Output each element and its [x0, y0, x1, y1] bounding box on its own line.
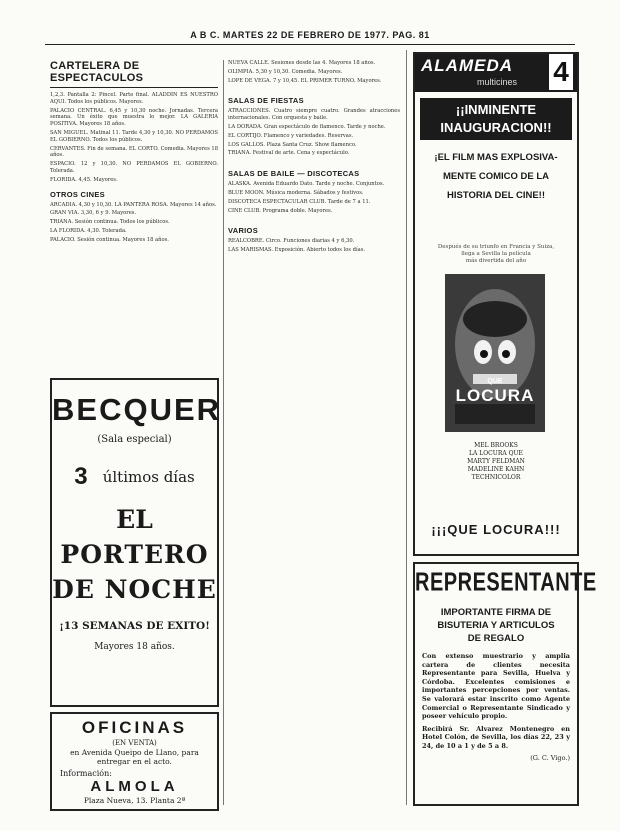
- credit-line: TECHNICOLOR: [471, 474, 521, 481]
- alameda-footer: ¡¡¡QUE LOCURA!!!: [431, 522, 561, 537]
- listing-paragraph: EL CORTIJO. Flamenco y variedades. Reservas.: [228, 132, 354, 139]
- column-rule: [406, 50, 407, 805]
- listing-paragraph: LA DORADA. Gran espectáculo de flamenco. Tarde y noche.: [228, 123, 386, 130]
- representante-ref: (G. C. Vigo.): [530, 753, 570, 762]
- becquer-days-number: 3: [74, 463, 88, 490]
- becquer-days-text: últimos días: [102, 468, 195, 486]
- credit-line: LA LOCURA QUE: [469, 450, 523, 457]
- listing-paragraph: REALCOBRE. Circo. Funciones diarias 4 y 6,30.: [228, 238, 355, 245]
- oficinas-info: Información:: [60, 769, 112, 778]
- becquer-subtitle: (Sala especial): [97, 434, 172, 445]
- credit-line: MEL BROOKS: [474, 442, 518, 449]
- listing-paragraph: CERVANTES. Fin de semana. EL CORTO. Comedia. Mayores 18 años.: [50, 145, 218, 159]
- salas-fiestas-heading: SALAS DE FIESTAS: [228, 96, 304, 106]
- listing-paragraph: SAN MIGUEL. Matinal 11. Tarde 4,30 y 10,30. NO PERDAMOS EL GOBIERNO. Todos los públicos.: [50, 129, 218, 143]
- becquer-ad: [50, 378, 222, 707]
- oficinas-subtitle: (EN VENTA): [112, 739, 157, 747]
- credit-line: MARTY FELDMAN: [467, 458, 525, 465]
- small-line: más divertida del año: [465, 258, 527, 264]
- small-line: Después de su triunfo en Francia y Suiza,: [437, 244, 555, 250]
- cartelera-left-column: [50, 60, 218, 345]
- header-rule: [45, 44, 575, 45]
- poster-illustration: [445, 274, 545, 432]
- page-header: A B C. MARTES 22 DE FEBRERO DE 1977. PAG. 81: [190, 30, 430, 40]
- cartelera-title-rule: [50, 87, 218, 88]
- becquer-title: BECQUER: [52, 392, 222, 427]
- salas-baile-heading: SALAS DE BAILE — DISCOTECAS: [228, 169, 360, 179]
- representante-body: Recibirá Sr. Alvarez Montenegro en Hotel Colón, de Sevilla, los días 22, 23 y 24, de 10 a 1 y de 5 a 8.: [422, 724, 570, 750]
- listing-paragraph: TRIANA. Festival de arte. Cena y espectáculo.: [228, 150, 350, 157]
- listing-paragraph: BLUE MOON. Música moderna. Sábados y festivos.: [228, 189, 364, 196]
- poster-sub: QUE: [487, 378, 503, 385]
- listing-paragraph: 1,2,3. Pantalla 2: Pincel. Parte final. ALADDIN ES NUESTRO AQUI. Todos los públicos. Mayores.: [50, 92, 218, 105]
- listing-paragraph: ALASKA. Avenida Eduardo Dato. Tarde y noche. Conjuntos.: [228, 181, 385, 188]
- film-title-line: PORTERO: [60, 540, 209, 569]
- representante-title: REPRESENTANTE: [415, 568, 597, 598]
- poster-title: LOCURA: [455, 386, 535, 405]
- listing-paragraph: PALACIO CENTRAL. 6,45 y 10,30 noche. Jornadas. Tercera semana. Un éxito que muestra lo mejor. LA GALERIA POSITIVA. Mayores 18 años.: [50, 107, 218, 128]
- column-rule: [223, 60, 224, 805]
- listing-paragraph: LOS GALLOS. Plaza Santa Cruz. Show flamenco.: [228, 141, 357, 148]
- film-poster: [445, 274, 545, 432]
- representante-sub: BISUTERIA Y ARTICULOS: [437, 620, 555, 631]
- credit-line: MADELINE KAHN: [467, 466, 525, 473]
- representante-ad: [413, 562, 597, 806]
- oficinas-line: en Avenida Queipo de Llano, para: [70, 748, 199, 757]
- listing-paragraph: PALACIO. Sesión continua. Mayores 18 años.: [50, 236, 169, 243]
- oficinas-ad: [50, 712, 219, 811]
- listing-paragraph: CINE CLUB. Programa doble. Mayores.: [228, 207, 333, 214]
- film-line: ¡EL FILM MAS EXPLOSIVA-: [434, 152, 558, 163]
- otros-cines-heading: OTROS CINES: [50, 189, 105, 199]
- listing-paragraph: ATRACCIONES. Cuatro siempre cuatro. Grandes atracciones internacionales. Con orquesta y baile.: [228, 108, 400, 122]
- listing-paragraph: LOPE DE VEGA. 7 y 10,45. EL PRIMER TURNO. Mayores.: [228, 77, 382, 84]
- alameda-tagline: multicines: [477, 77, 518, 87]
- representante-body: Con extenso muestrario y amplia cartera de clientes necesita Representante para Sevilla, Huelva y Córdoba. Excelentes comisiones e importantes percepciones por ventas. Se valorará estar inscrito como Agente Comercial o Representante Sindicado y poseer vehículo propio.: [422, 652, 570, 721]
- listing-paragraph: OLIMPIA. 5,30 y 10,30. Comedia. Mayores.: [228, 68, 343, 75]
- becquer-age: Mayores 18 años.: [94, 642, 175, 652]
- alameda-header: [415, 54, 577, 92]
- listing-paragraph: NUEVA CALLE. Sesiones desde las 4. Mayores 18 años.: [228, 60, 376, 66]
- listing-paragraph: TRIANA. Sesión continua. Todos los públicos.: [50, 219, 170, 226]
- becquer-weeks: ¡13 SEMANAS DE EXITO!: [59, 620, 210, 632]
- film-title-line: DE NOCHE: [52, 575, 217, 604]
- varios-heading: VARIOS: [228, 226, 258, 236]
- listing-paragraph: ESPACIO. 12 y 10,30. NO PERDAMOS EL GOBIERNO. Tolerada.: [50, 161, 218, 174]
- film-line: MENTE COMICO DE LA: [442, 171, 550, 182]
- representante-sub: IMPORTANTE FIRMA DE: [440, 607, 552, 618]
- listing-paragraph: DISCOTECA ESPECTACULAR CLUB. Tarde de 7 a 11.: [228, 198, 371, 205]
- listing-paragraph: GRAN VIA. 3,30, 6 y 9. Mayores.: [50, 210, 137, 217]
- becquer-days: [52, 463, 217, 491]
- oficinas-line: entregar en el acto.: [97, 757, 172, 766]
- alameda-brand: ALAMEDA: [421, 56, 513, 75]
- alameda-film-lines: [419, 148, 573, 205]
- oficinas-company: ALMOLA: [90, 778, 179, 795]
- listing-paragraph: LAS MARISMAS. Exposición. Abierto todos los días.: [228, 247, 366, 254]
- film-title-line: EL: [116, 505, 153, 534]
- oficinas-address: Plaza Nueva, 13. Planta 2ª: [83, 796, 186, 805]
- representante-sub: DE REGALO: [467, 633, 525, 644]
- cartelera-middle-column: [228, 60, 400, 805]
- inminente-banner: ¡¡INMINENTE INAUGURACION!!: [420, 98, 572, 140]
- listing-paragraph: ARCADIA. 4,30 y 10,30. LA PANTERA ROSA. Mayores 14 años.: [50, 201, 217, 208]
- cartelera-title: CARTELERA DE ESPECTACULOS: [50, 60, 144, 84]
- alameda-ad: [413, 52, 579, 556]
- alameda-number: 4: [549, 54, 573, 90]
- alameda-small-text: [425, 244, 567, 265]
- listing-paragraph: LA FLORIDA. 4,30. Tolerada.: [50, 227, 127, 234]
- oficinas-title: OFICINAS: [81, 718, 188, 737]
- small-line: llega a Sevilla la película: [461, 251, 531, 257]
- listing-paragraph: FLORIDA. 4,45. Mayores.: [50, 176, 118, 183]
- film-line: HISTORIA DEL CINE!!: [447, 190, 545, 201]
- alameda-credits: [421, 442, 571, 482]
